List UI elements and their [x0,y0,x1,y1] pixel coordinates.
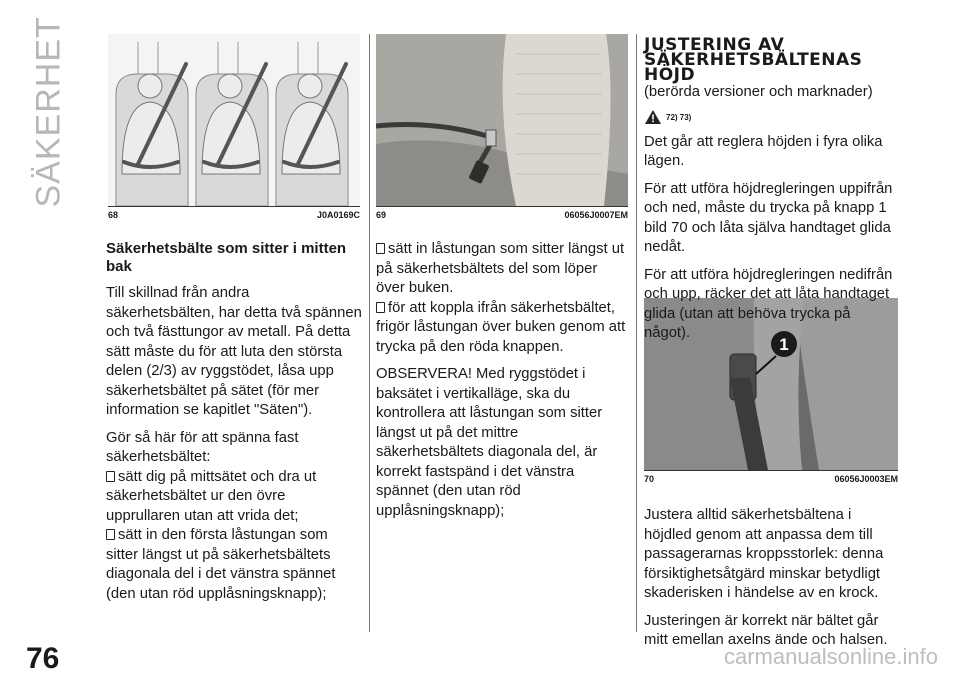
list-item: för att koppla ifrån säkerhetsbältet, frigör låstungan över buken genom att trycka på den röda knappen. [376,299,626,355]
checkbox-bullet-icon [376,302,385,313]
section-heading: Säkerhetsbälte som sitter i mitten bak [106,240,347,275]
buckle-photo [376,34,628,206]
column-divider [369,34,370,632]
paragraph: För att utföra höjdregleringen nedifrån och upp, räcker det att låta handtaget glida (utan att behöva trycka på något). [644,266,893,341]
warning-reference: 72) 73) [644,109,898,129]
list-item: sätt in den första låstungan som sitter längst ut på säkerhetsbältets diagonala del i det vänstra spännet (den utan röd upplåsningsknapp); [106,527,336,602]
watermark: carmanualsonline.info [723,644,938,669]
figure-number: 69 [376,210,387,220]
column-1 [106,240,362,612]
paragraph: Justera alltid säkerhetsbältena i höjdled genom att anpassa dem till passagerarnas kroppsstorlek: denna försiktighetsåtgärd minskar betydligt skaderisken i händelse av en krock. [644,507,884,601]
column-divider [636,34,637,632]
page-number: 76 [26,642,60,675]
checkbox-bullet-icon [376,243,385,254]
warning-triangle-icon [644,109,662,125]
paragraph: Till skillnad från andra säkerhetsbälten, har detta två spännen och två fästtungor av metall. På detta sätt måste du för att luta den största delen (2/3) av ryggstödet, låsa upp säkerhetsbältet på sätet (för mer information se kapitlet "Säten"). [106,285,362,418]
column-3-top [644,35,898,352]
figure-70-caption [644,474,898,484]
paragraph: Gör så här för att spänna fast säkerhetsbältet: [106,429,299,465]
figure-number: 68 [108,210,119,220]
checkbox-bullet-icon [106,529,115,540]
list-item: sätt in låstungan som sitter längst ut på säkerhetsbältets del som löper över buken. [376,241,625,296]
column-2 [376,240,630,529]
figure-code: 06056J0007EM [564,210,628,220]
figure-69-caption [376,210,628,220]
checkbox-bullet-icon [106,471,115,482]
subheading: (berörda versioner och marknader) [644,84,873,100]
section-heading: JUSTERING AV SÄKERHETSBÄLTENAS HÖJD [644,35,863,85]
figure-code: 06056J0003EM [834,474,898,484]
chapter-sidebar [14,16,84,208]
figure-number: 70 [644,474,655,484]
chapter-title: SÄKERHET [29,16,68,208]
paragraph: Justeringen är korrekt när bältet går mitt emellan axelns ände och halsen. [644,612,888,648]
paragraph: Det går att reglera höjden i fyra olika lägen. [644,133,883,169]
paragraph: För att utföra höjdregleringen uppifrån och ned, måste du trycka på knapp 1 bild 70 och låta själva handtaget glida nedåt. [644,180,893,255]
list-item: sätt dig på mittsätet och dra ut säkerhetsbältet ur den övre upprullaren utan att vrida det; [106,468,317,524]
figure-code: J0A0169C [316,210,360,220]
figure-68-seatbelts [108,34,360,207]
figure-68-caption [108,210,360,220]
column-3-bottom [644,506,898,659]
figure-69-buckle [376,34,628,207]
paragraph: OBSERVERA! Med ryggstödet i baksätet i vertikalläge, ska du kontrollera att låstungan som sitter längst ut på det mittre säkerhetsbältets diagonala del, är korrekt fastspänd i det vänstra spännet (den utan röd upplåsningsknapp); [376,366,603,519]
callout-1: 1 [779,335,789,354]
three-seat-illustration [108,34,360,206]
